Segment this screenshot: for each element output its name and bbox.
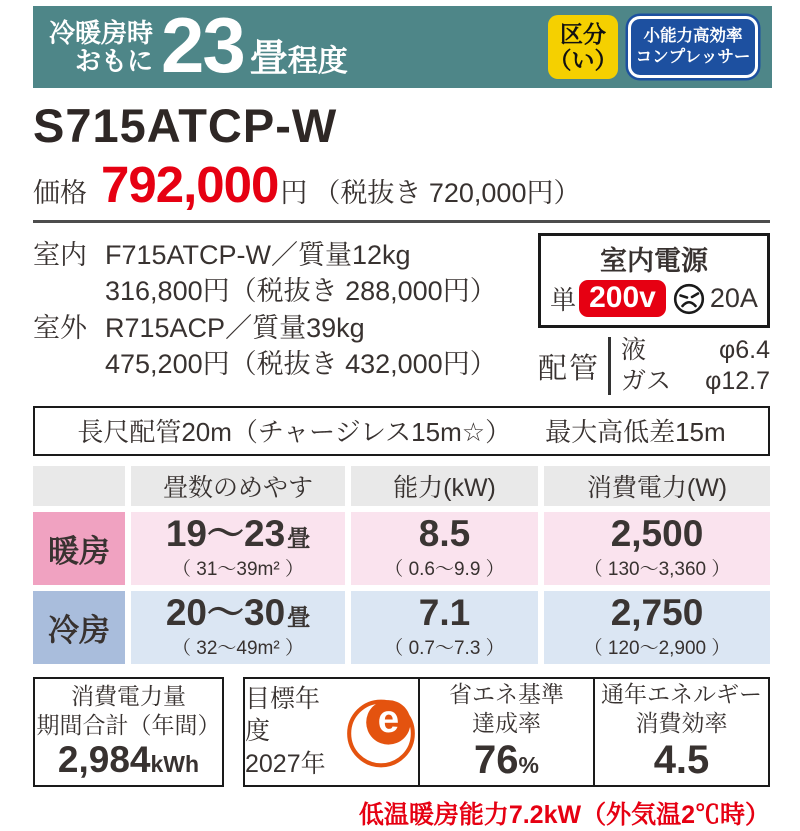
price-row [33,155,800,214]
annual-power-value: 2,984 [57,739,151,781]
section-divider [33,220,770,223]
heating-tatami-range: 19～23 [165,513,286,554]
power-piping-panel [538,233,770,398]
target-year-section [245,679,418,785]
outdoor-unit-label: 室外 [33,312,87,343]
svg-text:e: e [377,697,400,741]
model-number: S715ATCP-W [33,99,338,152]
category-badge-line2: （い） [548,47,618,73]
piping-liquid-value: φ6.4 [719,336,770,364]
price-tax-note: （税抜き 720,000円） [313,178,581,208]
indoor-unit-label: 室内 [33,240,87,270]
piping-gas-name: ガス [621,367,672,396]
apf-section [593,679,768,785]
compressor-badge [628,16,758,78]
cooling-power-sub: （ 120～2,900 ） [583,638,731,659]
annual-power-box [33,677,224,787]
heating-power-sub: （ 130～3,360 ） [583,559,731,580]
cooling-tatami-sub: （ 32～49m² ） [172,638,304,659]
compressor-badge-line1: 小能力高効率 [643,27,743,46]
tatami-unit-large: 畳 [249,37,288,80]
outlet-face-icon [672,282,706,316]
piping-row-gas [621,366,770,397]
price-amount: 792,000 [101,156,279,213]
table-header-capacity: 能力(kW) [351,466,538,506]
eco-label-box [243,677,770,787]
heating-capacity-sub: （ 0.6～9.9 ） [384,559,505,580]
long-pipe-spec: 長尺配管20m（チャージレス15m☆） [77,417,512,447]
voltage-badge: 200v [579,280,666,317]
annual-power-title2: 期間合計（年間） [36,711,221,738]
table-header-power: 消費電力(W) [544,466,770,506]
tatami-unit [250,27,348,82]
low-temp-heating-note: 低温暖房能力7.2kW（外気温2℃時） [358,800,770,829]
tatami-unit-small: 程度 [287,44,348,78]
standard-rate-section [418,679,593,785]
category-badge-line1: 区分 [560,20,606,47]
standard-rate-value: 76 [474,738,519,783]
table-header-blank [33,466,125,506]
power-box-title: 室内電源 [600,246,708,276]
cooling-row-label: 冷房 [33,591,125,664]
annual-power-title1: 消費電力量 [71,682,186,709]
target-year-value: 2027年 [245,749,326,778]
unit-list [33,233,538,398]
table-header-tatami: 畳数のめやす [131,466,345,506]
banner-caption-line2: おもに [75,46,154,76]
power-phase: 単 [550,285,577,315]
piping-divider [608,337,611,395]
cooling-capacity-cell [351,591,538,664]
heating-power-value: 2,500 [610,513,704,554]
standard-rate-label2: 達成率 [472,709,541,736]
indoor-unit-spec: F715ATCP-W／質量12kg [105,240,411,270]
apf-label1: 通年エネルギー [601,680,762,707]
cooling-capacity-value: 7.1 [418,592,471,633]
category-badge [548,15,618,79]
unit-details-section [33,233,770,398]
outdoor-unit-line [33,310,538,346]
piping-label: 配管 [538,352,601,385]
price-currency: 円 [280,178,308,208]
heating-row-label: 暖房 [33,512,125,585]
outdoor-unit-spec: R715ACP／質量39kg [105,312,365,343]
cooling-tatami-range: 20～30 [165,592,286,633]
apf-label2: 消費効率 [635,709,728,736]
cooling-power-cell [544,591,770,664]
spec-table [33,466,770,664]
max-height-diff: 最大高低差15m [545,417,726,447]
piping-liquid-name: 液 [621,336,647,364]
heating-tatami-sub: （ 31～39m² ） [172,559,304,580]
energy-saving-e-icon [344,695,418,769]
indoor-power-box [538,233,770,328]
heating-tatami-unit: 畳 [287,525,311,551]
tatami-count: 23 [161,1,244,89]
capacity-banner [33,1,772,89]
compressor-badge-line2: コンプレッサー [635,48,751,66]
heating-power-cell [544,512,770,585]
outdoor-unit-price: 475,200円（税抜き 432,000円） [105,349,497,380]
product-spec-card [0,1,800,829]
annual-power-unit: kWh [150,751,200,778]
cooling-tatami-cell [131,591,345,664]
cooling-power-value: 2,750 [610,592,704,633]
standard-rate-unit: % [518,752,539,779]
price-label: 価格 [33,178,87,208]
apf-value: 4.5 [653,738,710,783]
piping-section [538,335,770,398]
heating-capacity-cell [351,512,538,585]
standard-rate-label1: 省エネ基準 [449,680,564,707]
amperage-value: 20A [709,283,758,313]
cooling-tatami-unit: 畳 [287,604,311,630]
piping-rows [621,335,770,398]
banner-caption-line1: 冷暖房時 [49,17,154,48]
cooling-capacity-sub: （ 0.7～7.3 ） [384,638,505,659]
target-year-label: 目標年度 [245,684,321,746]
indoor-unit-line [33,237,538,273]
piping-gas-value: φ12.7 [705,367,770,396]
energy-info-section [33,677,770,787]
indoor-unit-price: 316,800円（税抜き 288,000円） [105,276,497,307]
power-spec-row [547,280,761,317]
heating-tatami-cell [131,512,345,585]
long-pipe-box [33,406,770,456]
heating-capacity-value: 8.5 [418,513,471,554]
piping-row-liquid [621,335,770,366]
banner-caption [49,19,153,75]
